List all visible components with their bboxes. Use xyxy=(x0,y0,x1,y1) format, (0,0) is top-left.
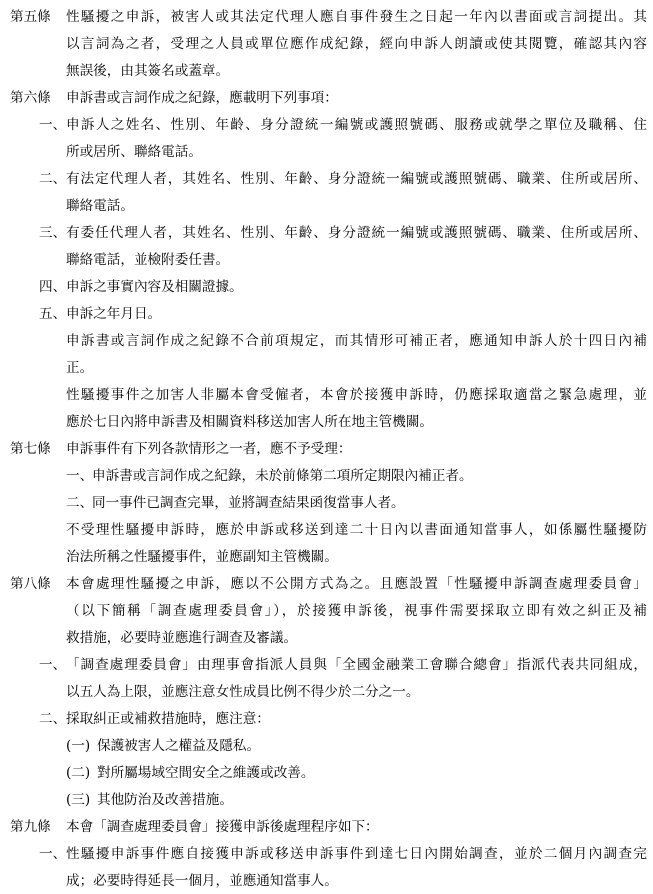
paragraph-text: 應於七日內將申訴書及相關資料移送加害人所在地主管機關。 xyxy=(66,414,434,430)
article-6-item-5 xyxy=(0,305,647,323)
item-number: 一、 xyxy=(39,846,67,862)
article-6-item-4 xyxy=(0,278,647,296)
item-text: 聯絡電話。 xyxy=(66,198,134,214)
paragraph-text: 申訴書或言詞作成之紀錄不合前項規定，而其情形可補正者，應通知申訴人於十四日內補 xyxy=(66,333,647,349)
article-6-item-3 xyxy=(0,224,647,242)
article-6-paragraph-2 xyxy=(0,386,647,404)
article-8-subitem-3 xyxy=(0,791,647,809)
article-text: 性騷擾之申訴，被害人或其法定代理人應自事件發生之日起一年內以書面或言詞提出。其 xyxy=(66,9,647,25)
article-6-item-1-cont xyxy=(0,143,647,161)
article-7-line-1 xyxy=(0,440,647,458)
item-text: 申訴書或言詞作成之紀錄，未於前條第二項所定期限內補正者。 xyxy=(92,468,473,484)
item-number: 一、 xyxy=(66,468,94,484)
article-7-paragraph-1-cont xyxy=(0,548,647,566)
article-6-item-2 xyxy=(0,170,647,188)
article-text: 申訴事件有下列各款情形之一者，應不予受理： xyxy=(66,441,352,457)
article-5-line-3 xyxy=(0,62,647,80)
item-text: 所或居所、聯絡電話。 xyxy=(66,144,202,160)
item-text: 申訴之事實內容及相關證據。 xyxy=(66,279,243,295)
item-text: 採取糾正或補救措施時，應注意： xyxy=(66,711,270,727)
subitem-text: 對所屬場域空間安全之維護或改善。 xyxy=(97,765,315,781)
article-7-item-1 xyxy=(0,467,647,485)
paragraph-text: 性騷擾事件之加害人非屬本會受僱者，本會於接獲申訴時，仍應採取適當之緊急處理，並 xyxy=(66,387,647,403)
item-text: 有法定代理人者，其姓名、性別、年齡、身分證統一編號或護照號碼、職業、住所或居所、 xyxy=(66,171,647,187)
item-number: 一、 xyxy=(39,657,67,673)
article-6-item-3-cont xyxy=(0,251,647,269)
item-text: 申訴之年月日。 xyxy=(66,306,162,322)
article-6-item-1 xyxy=(0,116,647,134)
article-text: 申訴書或言詞作成之紀錄，應載明下列事項： xyxy=(66,90,338,106)
article-text: 本會處理性騷擾之申訴，應以不公開方式為之。且應設置「性騷擾申訴調查處理委員會」 xyxy=(66,576,647,592)
article-8-line-2 xyxy=(0,602,647,620)
item-number: 一、 xyxy=(39,117,67,133)
article-6-paragraph-1 xyxy=(0,332,647,350)
article-6-paragraph-2-cont xyxy=(0,413,647,431)
paragraph-text: 不受理性騷擾申訴時，應於申訴或移送到達二十日內以書面通知當事人，如係屬性騷擾防 xyxy=(66,522,647,538)
paragraph-text: 正。 xyxy=(66,360,94,376)
article-8-item-2 xyxy=(0,710,647,728)
article-5-line-2 xyxy=(0,35,647,53)
item-text: 以五人為上限，並應注意女性成員比例不得少於二分之一。 xyxy=(66,684,420,700)
subitem-number: (二) xyxy=(66,765,91,781)
article-text: 無誤後，由其簽名或蓋章。 xyxy=(66,63,230,79)
article-label: 第八條 xyxy=(10,576,51,592)
article-6-item-2-cont xyxy=(0,197,647,215)
item-text: 有委任代理人者，其姓名、性別、年齡、身分證統一編號或護照號碼、職業、住所或居所、 xyxy=(66,225,647,241)
item-number: 二、 xyxy=(39,171,67,187)
article-9-line-1 xyxy=(0,818,647,836)
item-number: 三、 xyxy=(39,225,67,241)
item-text: 申訴人之姓名、性別、年齡、身分證統一編號或護照號碼、服務或就學之單位及職稱、住 xyxy=(66,117,647,133)
item-text: 「調查處理委員會」由理事會指派人員與「全國金融業工會聯合總會」指派代表共同組成， xyxy=(66,657,647,673)
article-label: 第六條 xyxy=(10,90,51,106)
item-number: 五、 xyxy=(39,306,67,322)
article-label: 第七條 xyxy=(10,441,51,457)
article-text: （以下簡稱「調查處理委員會」），於接獲申訴後，視事件需要採取立即有效之糾正及補 xyxy=(66,603,647,619)
item-text: 同一事件已調查完畢，並將調查結果函復當事人者。 xyxy=(92,495,405,511)
article-6-paragraph-1-cont xyxy=(0,359,647,377)
article-text: 以言詞為之者，受理之人員或單位應作成紀錄，經向申訴人朗讀或使其閱覽，確認其內容 xyxy=(66,36,647,52)
article-9-item-1-cont xyxy=(0,872,647,890)
subitem-number: (一) xyxy=(66,738,91,754)
subitem-text: 保護被害人之權益及隱私。 xyxy=(97,738,261,754)
item-number: 四、 xyxy=(39,279,67,295)
article-text: 救措施，必要時並應進行調查及審議。 xyxy=(66,630,298,646)
item-number: 二、 xyxy=(39,711,67,727)
article-7-item-2 xyxy=(0,494,647,512)
article-8-line-1 xyxy=(0,575,647,593)
article-label: 第九條 xyxy=(10,819,51,835)
article-5-line-1 xyxy=(0,8,647,26)
item-text: 性騷擾申訴事件應自接獲申訴或移送申訴事件到達七日內開始調查，並於二個月內調查完 xyxy=(66,846,647,862)
article-label: 第五條 xyxy=(10,9,51,25)
article-7-paragraph-1 xyxy=(0,521,647,539)
subitem-number: (三) xyxy=(66,792,91,808)
item-text: 聯絡電話，並檢附委任書。 xyxy=(66,252,230,268)
article-9-item-1 xyxy=(0,845,647,863)
article-8-subitem-2 xyxy=(0,764,647,782)
subitem-text: 其他防治及改善措施。 xyxy=(97,792,233,808)
article-6-line-1 xyxy=(0,89,647,107)
item-number: 二、 xyxy=(66,495,94,511)
article-8-subitem-1 xyxy=(0,737,647,755)
article-8-item-1-cont xyxy=(0,683,647,701)
article-text: 本會「調查處理委員會」接獲申訴後處理程序如下： xyxy=(66,819,379,835)
paragraph-text: 治法所稱之性騷擾事件，並應副知主管機關。 xyxy=(66,549,338,565)
item-text: 成；必要時得延長一個月，並應通知當事人。 xyxy=(66,873,338,889)
article-8-line-3 xyxy=(0,629,647,647)
article-8-item-1 xyxy=(0,656,647,674)
